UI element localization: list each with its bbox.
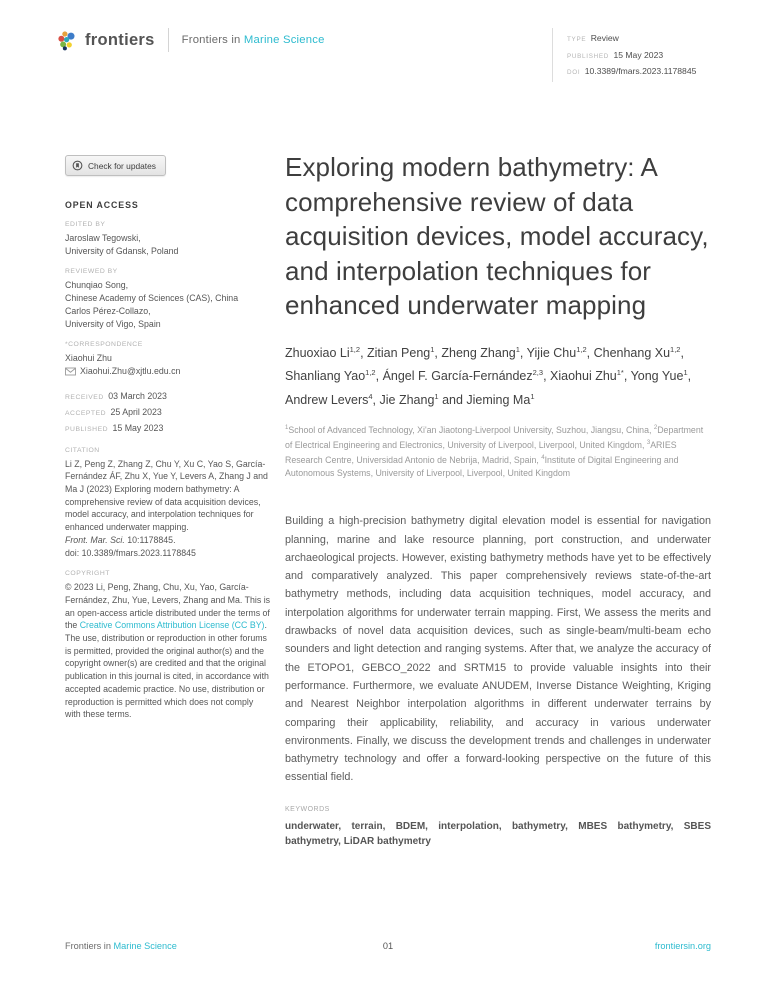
journal-header — [57, 28, 720, 82]
meta-doi — [567, 63, 720, 80]
correspondence-section — [65, 340, 271, 377]
author-name: Andrew Levers — [285, 392, 369, 407]
reviewed-by-label: REVIEWED BY — [65, 268, 118, 276]
author-name: Yijie Chu — [526, 345, 577, 360]
journal-name-link[interactable]: Marine Science — [243, 34, 325, 46]
check-for-updates-label: Check for updates — [88, 160, 156, 171]
author-superscript: 1,2 — [349, 344, 361, 354]
published-row — [65, 420, 271, 436]
frontiers-logo-text: frontiers — [85, 30, 155, 49]
received-row — [65, 388, 271, 404]
text-line: Jaroslaw Tegowski, — [65, 233, 141, 243]
edited-by-section — [65, 220, 271, 257]
edited-by-label: EDITED BY — [65, 221, 106, 228]
correspondence-label: *CORRESPONDENCE — [65, 341, 143, 349]
affiliation-text: Department of Electrical Engineering and Electronics, University of Liverpool, Liverpool, United Kingdom, — [285, 425, 704, 451]
author-superscript: 1 — [430, 344, 435, 354]
page-footer — [65, 941, 711, 951]
cc-by-license-link[interactable]: Creative Commons Attribution License (CC BY) — [79, 620, 265, 631]
article-title: Exploring modern bathymetry: A comprehensive review of data acquisition devices, model accuracy, and interpolation techniques for enhanced underwater mapping — [285, 152, 709, 320]
citation-journal: Front. Mar. Sci. — [65, 534, 125, 545]
author-superscript: 1,2 — [670, 344, 681, 354]
meta-published-label: PUBLISHED — [567, 52, 609, 60]
affiliation-text: Institute of Digital Engineering and Autonomous Systems, University of Liverpool, Liverpool, United Kingdom — [285, 455, 679, 479]
copyright-label: COPYRIGHT — [65, 570, 110, 578]
author-name: Zitian Peng — [367, 345, 431, 360]
author-name: Ángel F. García-Fernández — [382, 369, 533, 384]
author-name: Yong Yue — [630, 369, 684, 384]
citation-doi: doi: 10.3389/fmars.2023.1178845 — [65, 547, 196, 558]
meta-doi-label: DOI — [567, 69, 581, 76]
crossmark-icon — [72, 160, 83, 171]
affiliation-superscript: 1 — [285, 425, 289, 432]
affiliation-superscript: 3 — [646, 440, 651, 447]
footer-journal — [65, 941, 280, 951]
dates-section — [65, 388, 271, 436]
affiliation-superscript: 2 — [653, 425, 658, 432]
accepted-value: 25 April 2023 — [110, 406, 162, 417]
journal-title — [182, 34, 325, 46]
envelope-icon — [65, 367, 76, 376]
author-superscript: 1 — [530, 391, 535, 401]
reviewed-by-section — [65, 267, 271, 330]
meta-type-value: Review — [590, 33, 619, 43]
article-meta — [552, 28, 720, 82]
author-superscript: 1,2 — [576, 344, 587, 354]
affiliation-list — [285, 422, 711, 480]
author-name: and Jieming Ma — [442, 392, 531, 407]
footer-site — [496, 941, 711, 951]
meta-type — [567, 30, 720, 47]
correspondence-email-link[interactable]: Xiaohui.Zhu@xjtlu.edu.cn — [80, 365, 181, 376]
citation-section — [65, 446, 271, 560]
correspondence-name: Xiaohui Zhu — [65, 353, 112, 364]
affiliation-superscript: 4 — [541, 455, 545, 462]
text-line: University of Gdansk, Poland — [65, 245, 179, 256]
text-line: University of Vigo, Spain — [65, 318, 161, 329]
author-name: Xiaohui Zhu — [550, 369, 617, 384]
citation-text: Li Z, Peng Z, Zhang Z, Chu Y, Xu C, Yao S, García-Fernández ÁF, Zhu X, Yue Y, Levers A, Zhang J and Ma J (2023) Exploring modern bathymetry: A comprehensive review of data acquisition devices, model accuracy, and interpolation techniques for enhanced underwater mapping. — [65, 458, 268, 533]
affiliation-text: School of Advanced Technology, Xi'an Jiaotong-Liverpool University, Suzhou, Jiangsu, China, — [288, 425, 654, 436]
correspondence-email-row — [65, 365, 271, 378]
author-superscript: 1 — [434, 391, 439, 401]
brand-divider — [168, 28, 169, 52]
frontiers-logo-icon — [57, 30, 78, 51]
author-superscript: 1 — [683, 368, 688, 378]
sidebar — [65, 155, 271, 721]
author-name: Shanliang Yao — [285, 369, 366, 384]
keywords-label: KEYWORDS — [285, 805, 330, 813]
author-name: Zhuoxiao Li — [285, 345, 350, 360]
text-line: Carlos Pérez-Collazo, — [65, 305, 151, 316]
meta-type-label: TYPE — [567, 36, 587, 43]
footer-journal-name-link[interactable]: Marine Science — [113, 941, 177, 951]
citation-label: CITATION — [65, 446, 100, 454]
text-line: Chunqiao Song, — [65, 280, 129, 291]
footer-journal-prefix: Frontiers in — [65, 941, 111, 951]
author-superscript: 1,2 — [365, 368, 376, 378]
keywords-text: underwater, terrain, BDEM, interpolation, bathymetry, MBES bathymetry, SBES bathymetry, LiDAR bathymetry — [285, 820, 711, 848]
author-superscript: 4 — [368, 391, 373, 401]
citation-volume: 10:1178845. — [124, 534, 176, 545]
edited-by-body — [65, 232, 271, 257]
author-list: Zhuoxiao Li$^{1,2}$, Zitian Peng$^1$, Zheng Zhang$^1$, Yijie Chu$^{1,2}$, Chenhang Xu$^{1,2}$, Shanliang Yao$^{1,2}$, Ángel F. García-Fernández$^{2,3}$, Xiaohui Zhu$^{1*}$, Yong Yue$^1$, Andrew Levers$^4$, Jie Zhang$^1$ and Jieming Ma$^1$ — [285, 344, 692, 407]
author-name: Jie Zhang — [379, 392, 435, 407]
copyright-text-before: © 2023 Li, Peng, Zhang, Chu, Xu, Yao, García-Fernández, Zhu, Yue, Levers, Zhang and Ma. This is an open-access article distributed under the terms of the — [65, 582, 271, 631]
accepted-label: ACCEPTED — [65, 409, 107, 417]
accepted-row — [65, 404, 271, 420]
received-label: RECEIVED — [65, 393, 104, 401]
author-name: Chenhang Xu — [593, 345, 671, 360]
meta-published-value: 15 May 2023 — [613, 49, 664, 60]
author-superscript: 1* — [616, 368, 624, 378]
author-superscript: 1 — [515, 344, 520, 354]
journal-prefix: Frontiers in — [181, 34, 241, 46]
brand — [57, 28, 325, 52]
published-value: 15 May 2023 — [112, 422, 164, 433]
received-value: 03 March 2023 — [108, 390, 167, 401]
frontiersin-org-link[interactable]: frontiersin.org — [654, 941, 711, 951]
author-name: Zheng Zhang — [441, 345, 516, 360]
check-for-updates-button[interactable] — [65, 155, 166, 176]
meta-published — [567, 47, 720, 64]
text-line: Chinese Academy of Sciences (CAS), China — [65, 293, 239, 304]
copyright-text-after: . The use, distribution or reproduction in other forums is permitted, provided the original author(s) and the copyright owner(s) are credited and that the original publication in this journal is cited, in accordance with accepted academic practice. No use, distribution or reproduction is permitted which does not comply with these terms. — [65, 620, 269, 720]
article-main — [285, 150, 711, 850]
abstract-text: Building a high-precision bathymetry digital elevation model is essential for navigation planning, marine and lake resource planning, port construction, and underwater archaeological projects. However, existing bathymetry methods have yet to be effectively and comparatively analyzed. This paper comprehensively reviews state-of-the-art bathymetry methods, including data acquisition techniques, model accuracy, and interpolation algorithms for underwater terrain mapping. First, We assess the merits and drawbacks of novel data acquisition devices, such as single-beam/multi-beam echo sounders and light detection and ranging systems. After that, we analyze the accuracy of the ETOPO1, GEBCO_2022 and SRTM15 to provide valuable insights into their performance. Furthermore, we evaluate ANUDEM, Inverse Distance Weighting, Kriging and Nearest Neighbor interpolation algorithms in different underwater terrains by comparing their applicability, reliability, and accuracy in various underwater environments. Finally, we discuss the development trends and challenges in underwater bathymetry technology and offer a forward-looking perspective on the future of this essential field. — [285, 515, 711, 784]
meta-doi-value: 10.3389/fmars.2023.1178845 — [584, 66, 697, 76]
published-label: PUBLISHED — [65, 425, 109, 433]
copyright-body — [65, 581, 271, 721]
open-access-heading: OPEN ACCESS — [65, 200, 139, 210]
citation-body — [65, 458, 271, 560]
page-number: 01 — [382, 941, 394, 951]
author-superscript: 2,3 — [532, 368, 544, 378]
affiliation-text: ARIES Research Centre, Universidad Antonio de Nebrija, Madrid, Spain, — [285, 440, 677, 466]
copyright-section — [65, 569, 271, 721]
reviewed-by-body — [65, 279, 271, 330]
